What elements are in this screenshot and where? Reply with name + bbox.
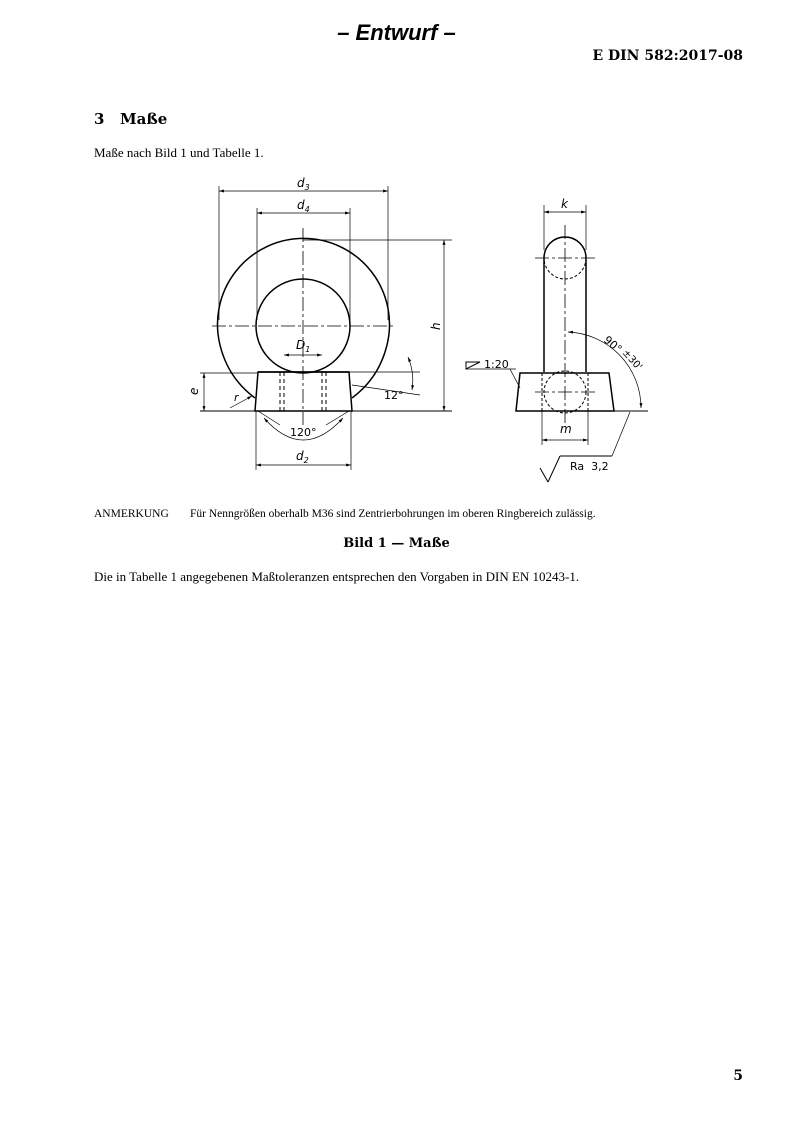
label-h: h: [429, 322, 443, 330]
label-tolerance-30: ±30': [619, 347, 644, 373]
collar: [255, 372, 352, 411]
note-label: ANMERKUNG: [94, 508, 169, 520]
label-e: e: [187, 387, 201, 395]
body-paragraph: Die in Tabelle 1 angegebenen Maßtoleranzen entsprechen den Vorgaben in DIN EN 10243-1.: [94, 569, 580, 584]
label-D1: $D_1$: [296, 338, 311, 354]
label-d2: $d_2$: [296, 449, 309, 465]
technical-drawing: [0, 165, 793, 495]
label-90-degree: 90°: [601, 333, 625, 356]
label-d3: $d_3$: [297, 176, 310, 192]
label-d4: $d_4$: [297, 198, 310, 214]
label-taper-ratio: 1:20: [484, 358, 509, 371]
figure-note: [94, 508, 596, 520]
page-number: 5: [733, 1068, 743, 1084]
figure-caption: Bild 1 — Maße: [343, 536, 450, 551]
label-r: r: [234, 391, 239, 404]
note-text: Für Nenngrößen oberhalb M36 sind Zentrierbohrungen im oberen Ringbereich zulässig.: [190, 508, 596, 520]
intro-text: Maße nach Bild 1 und Tabelle 1.: [94, 145, 264, 160]
section-title: Maße: [120, 110, 168, 128]
label-k: k: [561, 197, 568, 211]
section-heading: [94, 110, 167, 128]
document-id: E DIN 582:2017-08: [592, 48, 743, 64]
label-m: m: [560, 422, 572, 436]
front-view: [200, 186, 452, 470]
section-number: 3: [94, 110, 105, 128]
draft-mark: – Entwurf –: [337, 20, 456, 45]
eye-outline: [218, 238, 390, 398]
label-120-degree: 120°: [290, 426, 317, 439]
label-roughness: Ra 3,2: [570, 460, 609, 473]
label-12-degree: 12°: [384, 389, 404, 402]
